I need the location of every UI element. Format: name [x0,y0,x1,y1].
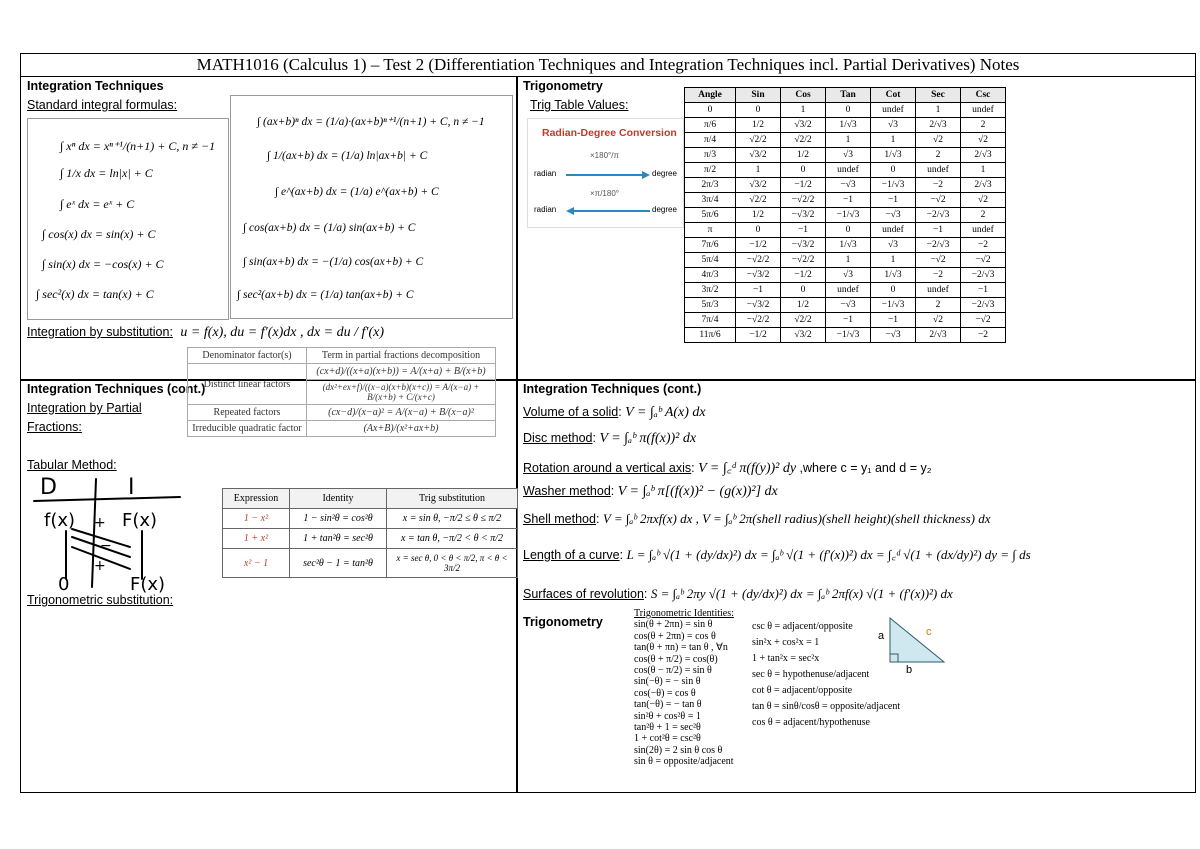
trig-substitution-label: Trigonometric substitution: [27,593,174,607]
std-integrals-label: Standard integral formulas: [27,98,178,112]
trig-table-row [685,283,1006,298]
ts-header-cell: Trig substitution [387,489,518,509]
pf-term-cell: (dx²+ex+f)/((x−a)(x+b)(x+c)) = A/(x−a) + B/(x+b) + C/(x+c) [307,380,496,405]
trig-value-cell: undef [916,163,961,178]
vertical-axis-formula: V = ∫꜀ᵈ π(f(y))² dy [698,461,797,476]
trig-table-row [685,328,1006,343]
trig-value-cell: −√3/2 [781,208,826,223]
arrow-left-icon [566,207,650,215]
identities-left-list [634,619,734,767]
trig-angle-cell: 7π/4 [685,313,736,328]
trig-value-cell: −2/√3 [961,298,1006,313]
trig-angle-cell: π [685,223,736,238]
formula-left-2: ∫ 1/x dx = ln|x| + C [60,166,153,180]
trig-value-cell: 1 [826,133,871,148]
trig-header-cell: Tan [826,88,871,103]
trig-value-cell: 1/√3 [826,238,871,253]
identity-item: sin(−θ) = − sin θ [634,676,701,688]
trig-value-cell: −2/√3 [916,208,961,223]
surface-label: Surfaces of revolution [523,587,644,601]
tabular-header-D: D [40,475,57,500]
trig-value-cell: 0 [736,103,781,118]
trig-value-cell: −√3 [871,328,916,343]
disc-label: Disc method [523,431,593,445]
disc-line: Disc method: V = ∫ₐᵇ π(f(x))² dx [523,431,697,446]
q4-trig-heading: Trigonometry [523,615,603,629]
identity-item: 1 + tan²x = sec²x [752,653,820,664]
conv-degree-bottom: degree [652,205,677,214]
formula-left-5: ∫ sin(x) dx = −cos(x) + C [42,257,164,271]
identity-item: cos(θ + π/2) = cos(θ) [634,653,718,665]
trig-value-cell: −1 [871,313,916,328]
ts-header-row [223,489,518,509]
shell-label: Shell method [523,512,596,526]
trig-value-cell: −√3/2 [781,238,826,253]
ts-expression: x² − 1 [223,549,290,578]
partial-fractions-label-2: Fractions: [27,420,82,434]
trig-value-cell: −1/2 [736,238,781,253]
trig-table-row [685,193,1006,208]
trig-value-cell: −1 [871,193,916,208]
ts-row [223,549,518,578]
substitution-line [27,325,384,341]
trig-angle-cell: π/6 [685,118,736,133]
trig-value-cell: −1/√3 [871,298,916,313]
trig-value-cell: 1/2 [781,298,826,313]
tabular-fx: f(x) [44,510,76,531]
trig-value-cell: −1/√3 [826,208,871,223]
pf-header-row [188,348,496,364]
trig-value-cell: −√3 [826,298,871,313]
identity-item: tan θ = sinθ/cosθ = opposite/adjacent [752,701,901,712]
q3-heading: Integration Techniques (cont.) [27,382,206,396]
trig-value-cell: −1/2 [781,268,826,283]
trig-table-body [685,103,1006,343]
trig-table-row [685,163,1006,178]
trig-values-table [684,87,1006,343]
shell-line: Shell method: V = ∫ₐᵇ 2πxf(x) dx , V = ∫ₐᵇ 2π(shell radius)(shell height)(shell thickness) dx [523,511,991,526]
pf-row [188,405,496,421]
triangle-label-b: b [906,664,913,676]
trig-value-cell: −√2 [961,313,1006,328]
trig-table-row [685,223,1006,238]
trig-value-cell: 0 [871,283,916,298]
trig-table-row [685,238,1006,253]
trig-angle-cell: π/3 [685,148,736,163]
trig-header-cell: Csc [961,88,1006,103]
vertical-axis-note: ,where c = y₁ and d = y₂ [799,461,932,475]
trig-value-cell: √2/2 [736,133,781,148]
trig-value-cell: 1 [781,103,826,118]
ts-header-cell: Identity [290,489,387,509]
partial-fractions-label-1: Integration by Partial [27,401,142,415]
volume-formula: V = ∫ₐᵇ A(x) dx [625,405,706,420]
trig-value-cell: −√2 [916,193,961,208]
trig-value-cell: 1/√3 [826,118,871,133]
trig-value-cell: 0 [871,163,916,178]
ts-substitution: x = tan θ, −π/2 < θ < π/2 [387,529,518,549]
partial-fractions-table [187,347,496,437]
trig-value-cell: 2 [961,118,1006,133]
std-formulas-box-right [230,95,513,319]
q4-heading: Integration Techniques (cont.) [523,382,702,396]
trig-value-cell: 1/2 [736,208,781,223]
trig-table-row [685,133,1006,148]
trig-value-cell: −2/√3 [961,268,1006,283]
ts-expression: 1 − x² [223,509,290,529]
trig-value-cell: −√2 [916,253,961,268]
pf-factor-cell: Distinct linear factors [188,364,307,405]
identity-item: 1 + cot²θ = csc²θ [634,733,701,745]
trig-value-cell: −1/√3 [826,328,871,343]
trig-table-header-row [685,88,1006,103]
trig-table-row [685,103,1006,118]
trig-value-cell: 2/√3 [961,148,1006,163]
identity-item: sin²θ + cos²θ = 1 [634,710,701,722]
trig-value-cell: 2/√3 [961,178,1006,193]
trig-value-cell: −1 [961,283,1006,298]
formula-right-1: ∫ (ax+b)ⁿ dx = (1/a)·(ax+b)ⁿ⁺¹/(n+1) + C, n ≠ −1 [257,116,485,128]
trig-value-cell: undef [961,103,1006,118]
trig-value-cell: 1/2 [736,118,781,133]
trig-value-cell: undef [961,223,1006,238]
trig-angle-cell: 5π/6 [685,208,736,223]
identity-item: tan²θ + 1 = sec²θ [634,722,701,734]
trig-value-cell: 1 [871,253,916,268]
trig-angle-cell: 4π/3 [685,268,736,283]
trig-value-cell: √2 [961,193,1006,208]
pf-term-cell: (Ax+B)/(x²+ax+b) [307,421,496,437]
trig-angle-cell: 5π/4 [685,253,736,268]
trig-angle-cell: 2π/3 [685,178,736,193]
washer-formula: V = ∫ₐᵇ π[(f(x))² − (g(x))²] dx [617,484,778,499]
conv-radian-top: radian [534,169,557,178]
trig-table-row [685,313,1006,328]
trig-value-cell: −√2/2 [781,193,826,208]
trig-value-cell: undef [826,283,871,298]
vertical-axis-line: Rotation around a vertical axis: V = ∫꜀ᵈ π(f(y))² dy ,where c = y₁ and d = y₂ [523,461,932,476]
arrow-right-icon [566,171,650,179]
std-formulas-box-left [27,118,229,320]
trig-table-row [685,268,1006,283]
conversion-title: Radian-Degree Conversion [542,127,677,139]
trig-value-cell: √3/2 [736,148,781,163]
trig-value-cell: 0 [736,223,781,238]
tabular-Fx-bottom: F(x) [130,574,166,595]
trig-value-cell: √2 [916,133,961,148]
tabular-zero: 0 [58,574,70,595]
trig-value-cell: √3/2 [781,328,826,343]
formula-right-3: ∫ e^(ax+b) dx = (1/a) e^(ax+b) + C [275,186,439,198]
trig-table-row [685,208,1006,223]
curve-length-formula: L = ∫ₐᵇ √(1 + (dy/dx)²) dx = ∫ₐᵇ √(1 + (f′(x))²) dx = ∫꜀ᵈ √(1 + (dx/dy)²) dy = ∫ ds [626,547,1031,562]
trig-value-cell: 0 [826,223,871,238]
identity-item: cos θ = adjacent/hypothenuse [752,717,870,728]
q2-heading: Trigonometry [523,79,603,93]
formula-right-6: ∫ sec²(ax+b) dx = (1/a) tan(ax+b) + C [237,289,414,301]
trig-value-cell: undef [871,103,916,118]
tabular-method-label: Tabular Method: [27,458,117,472]
trig-angle-cell: 3π/4 [685,193,736,208]
pf-header-cell: Denominator factor(s) [188,348,307,364]
trig-value-cell: −√3 [871,208,916,223]
page-title: MATH1016 (Calculus 1) – Test 2 (Differentiation Techniques and Integration Techniques incl. Partial Derivatives) Notes [21,54,1195,77]
trig-value-cell: 2 [961,208,1006,223]
ts-identity: sec²θ − 1 = tan²θ [290,549,387,578]
trig-table-row [685,178,1006,193]
trig-value-cell: undef [871,223,916,238]
curve-length-label: Length of a curve [523,548,620,562]
pf-row [188,364,496,380]
surface-formula: S = ∫ₐᵇ 2πy √(1 + (dy/dx)²) dx = ∫ₐᵇ 2πf(x) √(1 + (f′(x))²) dx [650,586,953,601]
formula-right-5: ∫ sin(ax+b) dx = −(1/a) cos(ax+b) + C [243,256,424,268]
volume-label: Volume of a solid [523,405,619,419]
trig-value-cell: 1 [871,133,916,148]
tabular-plus-sign: + [94,515,106,531]
trig-value-cell: −2 [961,238,1006,253]
trig-header-cell: Cos [781,88,826,103]
pf-factor-cell: Repeated factors [188,405,307,421]
ts-row [223,529,518,549]
trig-angle-cell: 5π/3 [685,298,736,313]
pf-header-cell: Term in partial fractions decomposition [307,348,496,364]
trig-value-cell: −1 [826,313,871,328]
formula-left-1: ∫ xⁿ dx = xⁿ⁺¹/(n+1) + C, n ≠ −1 [60,139,216,153]
trig-angle-cell: 3π/2 [685,283,736,298]
washer-line: Washer method: V = ∫ₐᵇ π[(f(x))² − (g(x))²] dx [523,484,778,499]
identity-item: tan(θ + πn) = tan θ , ∀n [634,642,728,654]
identity-item: sin²x + cos²x = 1 [752,637,820,648]
trig-value-cell: −1 [916,223,961,238]
tabular-Fx-top: F(x) [122,510,158,531]
trig-value-cell: −√3/2 [736,298,781,313]
trig-value-cell: √3/2 [736,178,781,193]
washer-label: Washer method [523,484,611,498]
trig-value-cell: √3 [871,118,916,133]
trig-value-cell: 2 [916,298,961,313]
triangle-label-a: a [878,630,885,642]
trig-value-cell: −√2 [961,253,1006,268]
trig-value-cell: −1/2 [781,178,826,193]
tabular-minus-sign: − [100,538,112,554]
trig-value-cell: −1 [826,193,871,208]
identity-item: cos(−θ) = cos θ [634,687,696,699]
trig-value-cell: 0 [781,163,826,178]
trig-value-cell: 1 [916,103,961,118]
trig-header-cell: Sec [916,88,961,103]
trig-table-row [685,118,1006,133]
tabular-plus-sign-2: + [94,558,106,574]
trig-header-cell: Cot [871,88,916,103]
trig-value-cell: −1 [781,223,826,238]
trig-value-cell: −√2/2 [736,313,781,328]
disc-formula: V = ∫ₐᵇ π(f(x))² dx [599,431,697,446]
trig-angle-cell: π/2 [685,163,736,178]
tabular-header-I: I [128,475,135,500]
trig-header-cell: Angle [685,88,736,103]
conv-degree-top: degree [652,169,677,178]
trig-value-cell: 0 [781,283,826,298]
trig-angle-cell: π/4 [685,133,736,148]
identity-item: sec θ = hypothenuse/adjacent [752,669,870,680]
trig-value-cell: 1/2 [781,148,826,163]
pf-term-cell: (cx+d)/((x+a)(x+b)) = A/(x+a) + B/(x+b) [307,364,496,380]
trig-value-cell: √3 [826,268,871,283]
trig-value-cell: −1/2 [736,328,781,343]
trig-angle-cell: 0 [685,103,736,118]
trig-angle-cell: 11π/6 [685,328,736,343]
q1-heading: Integration Techniques [27,79,164,93]
formula-right-2: ∫ 1/(ax+b) dx = (1/a) ln|ax+b| + C [267,150,428,162]
formula-left-6: ∫ sec²(x) dx = tan(x) + C [36,287,154,301]
ts-substitution: x = sin θ, −π/2 ≤ θ ≤ π/2 [387,509,518,529]
pf-row [188,421,496,437]
formula-left-4: ∫ cos(x) dx = sin(x) + C [42,227,156,241]
formula-left-3: ∫ eˣ dx = eˣ + C [60,197,135,211]
identity-item: sin(θ + 2πn) = sin θ [634,619,713,631]
trig-value-cell: √2 [961,133,1006,148]
conv-radian-bottom: radian [534,205,557,214]
trig-value-cell: √3 [871,238,916,253]
pf-term-cell: (cx−d)/(x−a)² = A/(x−a) + B/(x−a)² [307,405,496,421]
ts-row [223,509,518,529]
trig-value-cell: 1/√3 [871,148,916,163]
trig-value-cell: 2/√3 [916,118,961,133]
column-divider [516,76,518,792]
triangle-label-c: c [926,626,932,638]
identity-item: csc θ = adjacent/opposite [752,621,853,632]
trig-value-cell: √3 [826,148,871,163]
trig-value-cell: 1 [961,163,1006,178]
identities-title: Trigonometric Identities: [634,608,734,619]
trig-value-cell: −1/√3 [871,178,916,193]
volume-line: Volume of a solid: V = ∫ₐᵇ A(x) dx [523,405,706,420]
trig-value-cell: −2 [916,178,961,193]
trig-value-cell: √2/2 [736,193,781,208]
substitution-formula: u = f(x), du = f′(x)dx , dx = du / f′(x) [180,325,384,340]
trig-value-cell: −1 [736,283,781,298]
identity-item: cos(θ − π/2) = sin θ [634,665,712,677]
conv-top-factor: ×180°/π [590,151,619,160]
surface-line: Surfaces of revolution: S = ∫ₐᵇ 2πy √(1 + (dy/dx)²) dx = ∫ₐᵇ 2πf(x) √(1 + (f′(x))²) dx [523,586,953,601]
trig-value-cell: −√2/2 [781,253,826,268]
ts-identity: 1 + tan²θ = sec²θ [290,529,387,549]
trig-value-cell: √2/2 [781,313,826,328]
trig-header-cell: Sin [736,88,781,103]
identity-item: cos(θ + 2πn) = cos θ [634,630,716,642]
trig-value-cell: √2 [916,313,961,328]
shell-formula: V = ∫ₐᵇ 2πxf(x) dx , V = ∫ₐᵇ 2π(shell radius)(shell height)(shell thickness) dx [602,511,991,526]
ts-header-cell: Expression [223,489,290,509]
trig-value-cell: √2/2 [781,133,826,148]
identity-item: cot θ = adjacent/opposite [752,685,853,696]
trig-angle-cell: 7π/6 [685,238,736,253]
identity-item: sin(2θ) = 2 sin θ cos θ [634,744,723,756]
trig-value-cell: undef [916,283,961,298]
substitution-label: Integration by substitution: [27,325,173,339]
ts-substitution: x = sec θ, 0 < θ < π/2, π < θ < 3π/2 [387,549,518,578]
vertical-axis-label: Rotation around a vertical axis [523,461,692,475]
trig-value-cell: −√3 [826,178,871,193]
trig-value-cell: 1/√3 [871,268,916,283]
trig-value-cell: √3/2 [781,118,826,133]
trig-value-cell: 1 [736,163,781,178]
trig-table-row [685,148,1006,163]
trig-value-cell: −2/√3 [916,238,961,253]
trig-value-cell: undef [826,163,871,178]
trig-table-row [685,298,1006,313]
trig-value-cell: −√3/2 [736,268,781,283]
curve-length-line: Length of a curve: L = ∫ₐᵇ √(1 + (dy/dx)²) dx = ∫ₐᵇ √(1 + (f′(x))²) dx = ∫꜀ᵈ √(1 + (dx/dy)²) dy = ∫ ds [523,547,1031,562]
trig-value-cell: 2/√3 [916,328,961,343]
trig-value-cell: 0 [826,103,871,118]
identity-item: sin θ = opposite/adjacent [634,756,734,768]
ts-identity: 1 − sin²θ = cos²θ [290,509,387,529]
trig-value-cell: 2 [916,148,961,163]
trig-value-cell: −2 [916,268,961,283]
identity-item: tan(−θ) = − tan θ [634,699,702,711]
trig-table-row [685,253,1006,268]
trig-table-label: Trig Table Values: [530,98,629,112]
radian-degree-conversion [527,118,684,228]
trig-identities-box [634,608,734,768]
conv-bottom-factor: ×π/180° [590,189,619,198]
pf-factor-cell: Irreducible quadratic factor [188,421,307,437]
trig-substitution-table [222,488,518,578]
trig-value-cell: −2 [961,328,1006,343]
formula-right-4: ∫ cos(ax+b) dx = (1/a) sin(ax+b) + C [243,222,416,234]
ts-expression: 1 + x² [223,529,290,549]
trig-value-cell: 1 [826,253,871,268]
trig-value-cell: −√2/2 [736,253,781,268]
